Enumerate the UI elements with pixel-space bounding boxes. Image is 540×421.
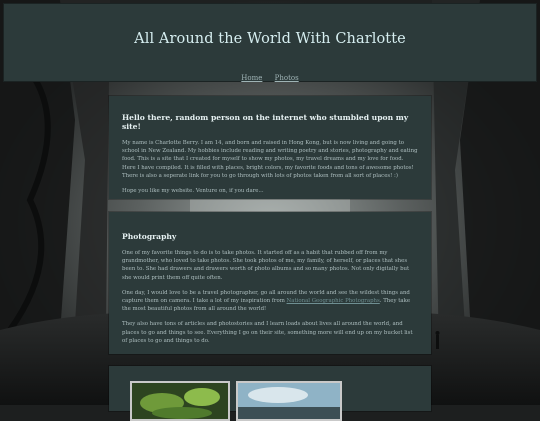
- intro-paragraph: My name is Charlotte Berry. I am 14, and born and raised in Hong Kong, but is now living and going to school in New Zealand. My hobbies include reading and writing poetry and stories, photography and eating food. This is a site that I created for myself to show my photos, my travel dreams and my love for food. Here I have compiled. It is filled with places, bright colors, my favorite foods and tons of awesome photos! There is also a seperate link for you to go through with lots of photos taken from all sort of places! :): [122, 140, 418, 179]
- main-nav: [4, 74, 536, 82]
- site-title: All Around the World With Charlotte: [134, 31, 406, 47]
- photography-paragraph-2: [122, 289, 418, 314]
- gallery-photo-plants[interactable]: [130, 381, 230, 421]
- photography-paragraph-2-text-after: . They take the most beautiful photos from all around the world!: [122, 298, 411, 313]
- gallery-panel: [109, 366, 431, 411]
- intro-panel: [109, 96, 431, 199]
- photography-heading: Photography: [122, 232, 177, 241]
- national-geographic-link[interactable]: National Geographic Photographs: [286, 298, 380, 305]
- nav-link-home[interactable]: Home: [241, 74, 263, 82]
- photography-paragraph-1: One of my favorite things to do is to take photos. It started off as a habit that rubbed off from my grandmother, who loved to take photos. She took photos of me, my family, of herself, or places that shes been to. She had drawers and drawers worth of photo albums and so many photos. Not only digitally but she would print them off quite often.: [122, 250, 410, 281]
- site-header: [3, 3, 537, 82]
- photography-panel: [109, 212, 431, 354]
- nav-link-photos[interactable]: Photos: [274, 74, 299, 82]
- photography-paragraph-3: They also have tons of articles and photostories and I learn loads about lives all around the world, and places to go and things to see. Everything I go on their site, something more will end up on my bucket list of places to go and things to do.: [122, 321, 413, 344]
- gallery-photo-sky[interactable]: [236, 381, 342, 421]
- photography-paragraph-2-text-before: One day, I would love to be a travel photographer, go all around the world and see the wildest things and capture them on camera. I take a lot of my inspiration from: [122, 289, 410, 305]
- intro-closing-paragraph: Hope you like my website. Venture on, if you dare...: [122, 188, 264, 195]
- intro-heading: Hello there, random person on the internet who stumbled upon my site!: [122, 113, 409, 131]
